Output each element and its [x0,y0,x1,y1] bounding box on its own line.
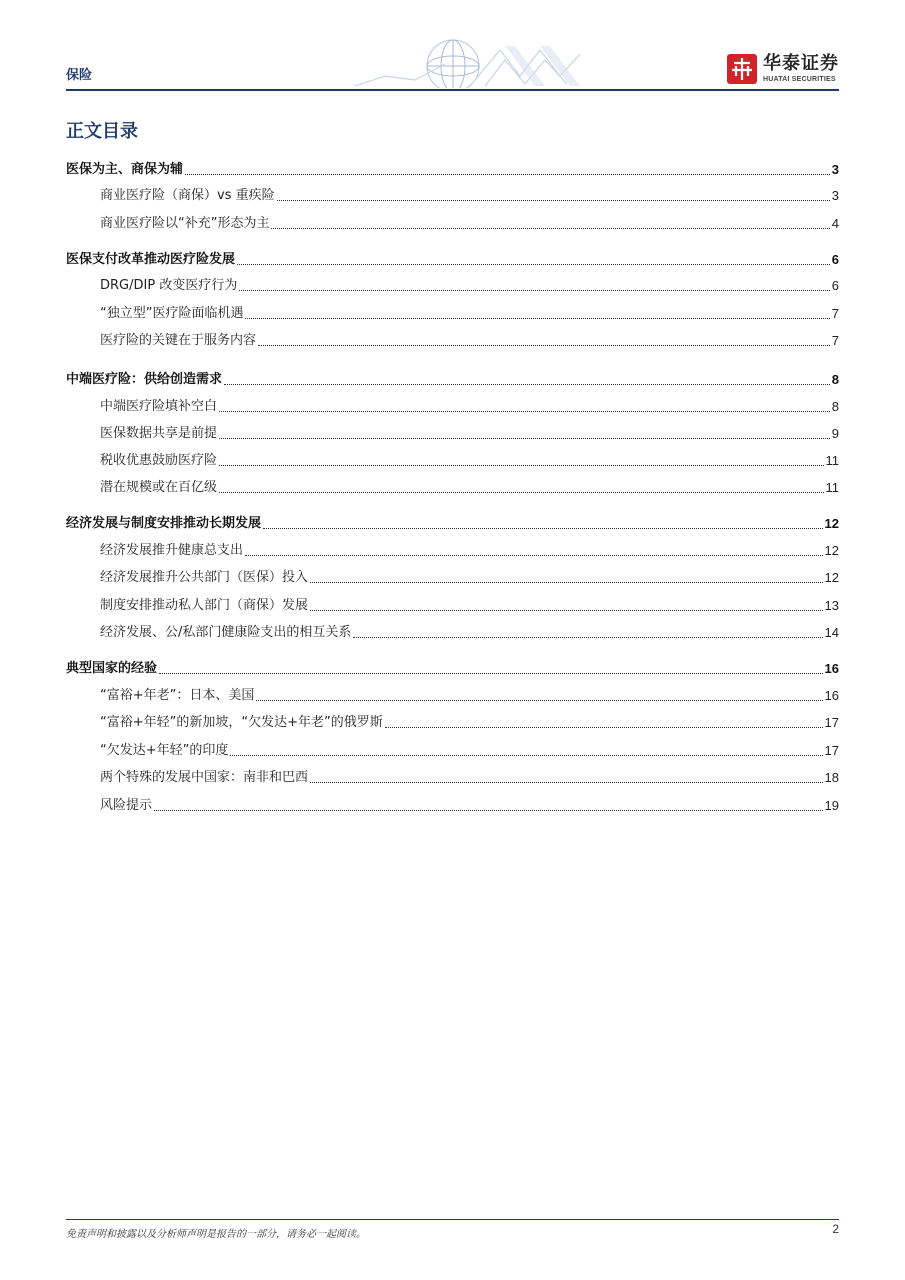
toc-chapter-entry[interactable] [66,160,839,180]
header-divider [66,89,839,91]
toc-section-entry[interactable] [66,768,839,788]
toc-section-entry[interactable] [66,214,839,234]
toc-section-entry[interactable] [66,186,839,206]
toc-entry-label: “富裕+年轻”的新加坡，“欠发达+年老”的俄罗斯 [100,715,383,730]
toc-dot-leader [245,555,823,556]
toc-entry-label: “富裕+年老”：日本、美国 [100,688,255,703]
footer-disclaimer: 免责声明和披露以及分析师声明是报告的一部分，请务必一起阅读。 [66,1229,366,1240]
toc-entry-label: 经济发展推升公共部门（医保）投入 [100,570,309,585]
toc-entry-label: “独立型”医疗险面临机遇 [100,306,244,321]
toc-entry-page: 16 [824,688,839,703]
toc-dot-leader [239,290,829,291]
toc-chapter-entry[interactable] [66,370,839,390]
toc-entry-label: “欠发达+年轻”的印度 [100,743,229,758]
toc-entry-label: 制度安排推动私人部门（商保）发展 [100,598,309,613]
toc-entry-label: 潜在规模或在百亿级 [100,480,218,495]
toc-entry-page: 7 [831,333,839,348]
toc-section-entry[interactable] [66,713,839,733]
toc-section-entry[interactable] [66,331,839,351]
toc-entry-page: 4 [831,216,839,231]
toc-entry-label: 医疗险的关键在于服务内容 [100,333,257,348]
toc-dot-leader [219,465,823,466]
toc-section-entry[interactable] [66,623,839,643]
toc-entry-label: 中端医疗险填补空白 [100,399,218,414]
toc-section-entry[interactable] [66,478,839,498]
toc-section-entry[interactable] [66,397,839,417]
toc-dot-leader [256,700,822,701]
toc-entry-label: 典型国家的经验 [66,661,158,676]
huatai-logo [727,52,839,86]
toc-entry-label: 经济发展推升健康总支出 [100,543,244,558]
toc-section-entry[interactable] [66,596,839,616]
toc-section-entry[interactable] [66,541,839,561]
toc-chapter-entry[interactable] [66,514,839,534]
toc-entry-page: 3 [831,188,839,203]
toc-dot-leader [310,782,823,783]
toc-entry-label: 医保支付改革推动医疗险发展 [66,252,236,267]
toc-section-entry[interactable] [66,741,839,761]
toc-dot-leader [271,228,829,229]
toc-entry-page: 8 [831,399,839,414]
footer-divider [66,1219,839,1220]
toc-dot-leader [258,345,830,346]
toc-chapter-entry[interactable] [66,659,839,679]
toc-dot-leader [263,528,823,529]
toc-entry-label: 商业医疗险（商保）vs 重疾险 [100,188,275,203]
toc-entry-page: 9 [831,426,839,441]
toc-dot-leader [224,384,830,385]
toc-dot-leader [230,755,822,756]
toc-entry-label: 风险提示 [100,798,153,813]
toc-dot-leader [219,492,823,493]
toc-title: 正文目录 [66,121,138,142]
toc-dot-leader [245,318,829,319]
toc-entry-label: 医保数据共享是前提 [100,426,218,441]
toc-entry-page: 16 [824,661,839,676]
toc-entry-page: 11 [825,453,839,468]
toc-entry-page: 12 [824,543,839,558]
toc-entry-page: 13 [824,598,839,613]
page-header [0,0,905,92]
toc-dot-leader [154,810,823,811]
toc-dot-leader [310,582,823,583]
toc-dot-leader [159,673,823,674]
toc-entry-page: 18 [824,770,839,785]
toc-dot-leader [185,174,830,175]
toc-section-entry[interactable] [66,796,839,816]
toc-entry-page: 14 [824,625,839,640]
toc-entry-page: 17 [824,743,839,758]
logo-chinese-name: 华泰证券 [763,53,839,74]
toc-entry-page: 6 [831,278,839,293]
toc-entry-page: 12 [824,516,839,531]
toc-entry-page: 7 [831,306,839,321]
toc-entry-label: 经济发展、公/私部门健康险支出的相互关系 [100,625,352,640]
sector-label: 保险 [66,68,93,83]
toc-section-entry[interactable] [66,304,839,324]
page-number: 2 [832,1222,839,1236]
logo-english-name: HUATAI SECURITIES [763,76,836,83]
toc-entry-label: 商业医疗险以“补充”形态为主 [100,216,270,231]
huatai-logo-icon [727,54,757,84]
toc-entry-page: 6 [831,252,839,267]
toc-section-entry[interactable] [66,451,839,471]
toc-dot-leader [310,610,823,611]
toc-section-entry[interactable] [66,568,839,588]
toc-section-entry[interactable] [66,424,839,444]
globe-decoration-icon [355,36,590,88]
toc-section-entry[interactable] [66,276,839,296]
toc-entry-page: 17 [824,715,839,730]
toc-dot-leader [237,264,830,265]
toc-entry-page: 19 [824,798,839,813]
toc-dot-leader [353,637,822,638]
toc-entry-page: 3 [831,162,839,177]
toc-entry-label: 医保为主、商保为辅 [66,162,184,177]
toc-section-entry[interactable] [66,686,839,706]
toc-entry-label: 中端医疗险：供给创造需求 [66,372,223,387]
toc-dot-leader [277,200,830,201]
toc-chapter-entry[interactable] [66,250,839,270]
toc-entry-page: 12 [824,570,839,585]
toc-entry-label: 税收优惠鼓励医疗险 [100,453,218,468]
toc-entry-label: 经济发展与制度安排推动长期发展 [66,516,262,531]
toc-dot-leader [219,411,830,412]
toc-dot-leader [385,727,823,728]
toc-entry-page: 8 [831,372,839,387]
toc-entry-page: 11 [825,480,839,495]
toc-entry-label: 两个特殊的发展中国家：南非和巴西 [100,770,309,785]
toc-entry-label: DRG/DIP 改变医疗行为 [100,278,238,293]
toc-dot-leader [219,438,830,439]
